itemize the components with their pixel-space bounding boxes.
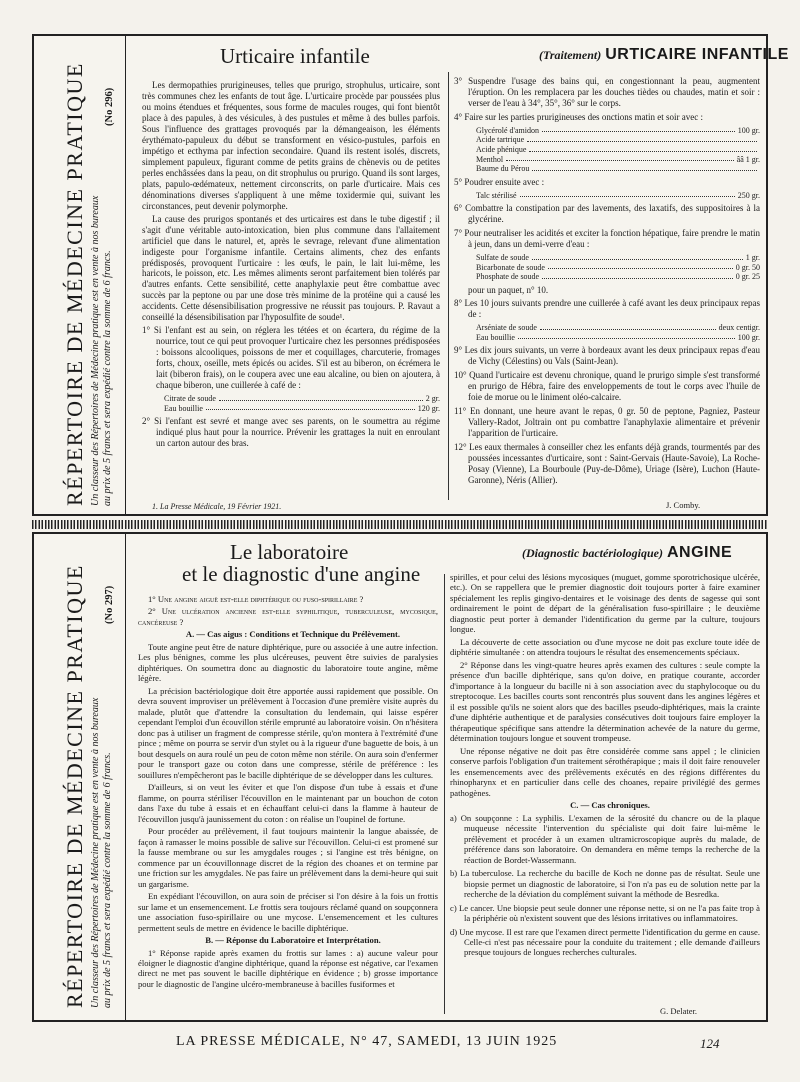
list-item: c) Le cancer. Une biopsie peut seule donner une réponse nette, si on ne l'a pas faite trop à la périphérie où n'existent souvent que des lésions irritatives ou inflammatoires. <box>450 902 760 924</box>
list-item: 2° Si l'enfant est sevré et mange avec ses parents, on le soumettra au régime indiqué plus haut pour la nourrice. Prévenir les grattages la nuit en enroulant un carton autour des bras. <box>142 416 440 449</box>
author-signature: G. Delater. <box>660 1006 698 1016</box>
rubric-subtitle: (Diagnostic bactériologique) <box>522 546 663 560</box>
left-column <box>138 594 438 991</box>
section-heading: B. — Réponse du Laboratoire et Interprétation. <box>205 935 381 946</box>
right-column <box>454 76 760 489</box>
footnote: 1. La Presse Médicale, 19 Février 1921. <box>152 502 282 511</box>
list-item: 10° Quand l'urticaire est devenu chronique, quand le prurigo simple s'est transformé en prurigo de Hébra, faire des enveloppements de tout le corps avec l'huile de foie de morue ou le liniment oléo-calcaire. <box>454 370 760 403</box>
formula-line: Acide phénique <box>476 145 760 155</box>
formula <box>454 253 760 282</box>
formula-line: Eau bouillie 120 gr. <box>164 403 440 413</box>
question: 1° Une angine aiguë est-elle diphtérique ou fuso-spirillaire ? <box>148 594 364 604</box>
formula-line: Menthol ââ 1 gr. <box>476 154 760 164</box>
page-number: 124 <box>700 1036 720 1051</box>
article-title-line-2: et le diagnostic d'une angine <box>182 562 421 586</box>
sidebar-title: RÉPERTOIRE DE MÉDECINE PRATIQUE <box>62 62 87 506</box>
formula-line: Eau bouillie 100 gr. <box>476 332 760 342</box>
list-item: 5° Poudrer ensuite avec : <box>454 176 545 187</box>
list-item: 12° Les eaux thermales à conseiller chez les enfants déjà grands, tourmentés par des poussées incessantes d'urticaire, sont : Saint-Gervais (Haute-Savoie), La Roche-Posay (Vienne), La Bourboule (Puy-de-Dôme), Uriage (Isère), Luchon (Haute-Garonne), Néris (Allier). <box>454 441 760 485</box>
paragraph: Pour procéder au prélèvement, il faut toujours maintenir la langue abaissée, de façon à ramasser le moins possible de salive sur l'écouvillon. Celui-ci est promené sur la fausse membrane ou sur les amygdales rouges ; si l'angine est très bénigne, on commence par un écouvillonnage discret de la région des choanes et on termine par une friction sur les amygdales. Ne pas faire un prélèvement dans la demi-heure qui suit un gargarisme. <box>138 826 438 889</box>
list-item: a) On soupçonne : La syphilis. L'examen de la sérosité du chancre ou de la plaque muqueuse nécessite l'intervention du spécialiste qui doit faire lui-même le prélèvement et procéder à un examen ultramicroscopique auprès du malade, de préférence dans son laboratoire. On demandera en même temps la recherche de la réaction de Bordet-Wassermann. <box>450 812 760 865</box>
section-separator <box>32 520 768 529</box>
rubric-heading: URTICAIRE INFANTILE <box>605 46 789 63</box>
formula <box>454 191 760 201</box>
formula-line: Arséniate de soude deux centigr. <box>476 322 760 332</box>
formula-line: Baume du Pérou <box>476 164 760 174</box>
sidebar-note-2: au prix de 5 francs et sera expédié contre la somme de 6 francs. <box>102 752 113 1008</box>
formula-line: Sulfate de soude 1 gr. <box>476 253 760 263</box>
paragraph: Toute angine peut être de nature diphtérique, pure ou associée à une autre infection. Les plus bénignes, comme les plus ulcéreuses, peuvent être suivies de paralysies diphtériques. On soumettra donc au diagnostic du laboratoire toute angine, même légère. <box>138 641 438 684</box>
paragraph: D'ailleurs, si on veut les éviter et que l'on dispose d'un tube à essais et d'une flamme, on pourra stériliser l'écouvillon en le maintenant par un bouchon de coton dans l'axe du tube à essais et en échauffant celui-ci dans la flamme à hauteur de l'écouvillon jusqu'à jaunissement du coton : on réalise un l'oupinel de fortune. <box>138 782 438 824</box>
article-rubric <box>522 544 732 562</box>
formula <box>454 323 760 342</box>
sidebar-repertoire <box>34 534 126 1020</box>
formula-note: pour un paquet, n° 10. <box>468 285 549 296</box>
paragraph: 1° Réponse rapide après examen du frottis sur lames : a) aucune valeur pour éloigner le diagnostic d'angine diphtérique, quand la réponse est négative, car l'examen direct ne met pas souvent le bacille diphtérique en évidence ; b) grosse importance pour le diagnostic de l'angine ulcéro-membraneuse à bacilles fusiformes et <box>138 947 438 989</box>
sidebar-note-1: Un classeur des Répertoires de Médecine pratique est en vente à nos bureaux <box>90 697 101 1008</box>
sidebar-repertoire <box>34 36 126 514</box>
formula-line: Glycérolé d'amidon 100 gr. <box>476 125 760 135</box>
article-rubric <box>539 46 789 64</box>
list-item: 4° Faire sur les parties prurigineuses des onctions matin et soir avec : <box>454 111 704 122</box>
article-title: Urticaire infantile <box>220 44 370 68</box>
paragraph: En expédiant l'écouvillon, on aura soin de préciser si l'on désire à la fois un frottis sur lame et un ensemencement. Le frottis sera toujours réclamé quand on soupçonnera une association fuso-spirillaire ou une mycose. L'ensemencement et les cultures permettent seuls de mettre en évidence le bacille diphtérique. <box>138 891 438 933</box>
formula-line: Acide tartrique <box>476 135 760 145</box>
list-item: 1° Si l'enfant est au sein, on réglera les tétées et on écartera, du régime de la nourrice, tout ce qui peut provoquer l'urticaire chez les personnes prédisposées : boissons alcooliques, poissons de mer et coquillages, charcuterie, fromages forts, choux, oseille, mets épicés ou acides. S'il est au biberon, on écrémera le lait (biberon frais), on le coupera avec une eau alcaline, ou bien on ajoutera, à chaque biberon, une cuillerée à café de : <box>142 325 440 391</box>
sidebar-title: RÉPERTOIRE DE MÉDECINE PRATIQUE <box>62 564 87 1008</box>
sidebar-note-1: Un classeur des Répertoires de Médecine pratique est en vente à nos bureaux <box>90 195 101 506</box>
sidebar-number: (No 296) <box>104 87 115 126</box>
author-signature: J. Comby. <box>666 500 701 510</box>
column-divider <box>448 72 449 500</box>
paragraph: La précision bactériologique doit être apportée aussi rapidement que possible. On devra souvent improviser un prélèvement à l'occasion d'une première visite auprès du malade, plutôt que d'attendre la consultation du lendemain, qui laisse espérer cependant l'emploi d'un écouvillon stérile emprunté au laboratoire voisin. On n'hésitera donc pas à utiliser un fragment de compresse stérile, qu'on montera à l'extrémité d'une pince ; même on pourra se servir d'un stylet ou à la rigueur d'une baguette de bois, à un bout desquels on aura roulé un peu de coton même non stérile. On aura soin d'enfermer pour le transport gaze ou coton dans une compresse, stérile de préférence : les souillures n'empêcheront pas le bacille diphtérique de se développer dans les cultures. <box>138 685 438 780</box>
paragraph: Une réponse négative ne doit pas être considérée comme sans appel ; le clinicien conserve parfois l'obligation d'un traitement sérothérapique ; mais il doit faire renouveler les ensemencements avec des prélèvements exécutés en des régions différentes du rhinopharynx et en particulier dans celle des choanes, repaire privilégié des germes pathogènes. <box>450 745 760 798</box>
formula-line: Citrate de soude 2 gr. <box>164 394 440 404</box>
right-column <box>450 572 760 961</box>
paragraph: La découverte de cette association ou d'une mycose ne doit pas exclure toute idée de diphtérie simultanée : on attendra toujours le résultat des ensemencements spéciaux. <box>450 636 760 658</box>
formula-line: Talc stérilisé 250 gr. <box>476 190 760 200</box>
article-urticaire <box>32 34 789 516</box>
paragraph: 2° Réponse dans les vingt-quatre heures après examen des cultures : seule compte la présence d'un bacille diphtérique, sans qu'on doive, en pratique courante, accorder d'importance à la longueur du bacille ni à son association avec du staphylocoque ou du streptocoque. Les bacilles courts sont rencontrés plus souvent dans les angines légères et il est possible qu'ils ne soient alors que des bacilles pseudo-diphtériques, mais la crainte d'une diphtérie authentique et de paralysies consécutives doit toujours faire employer la thérapeutique spécifique sans attendre la détermination achevée de la nature du germe, détermination toujours longue et souvent trompeuse. <box>450 659 760 744</box>
paragraph: La cause des prurigos spontanés et des urticaires est dans le tube digestif ; il s'agit d'une véritable auto-intoxication, bien plus commune dans l'allaitement artificiel que dans le naturel, et, après le sevrage, relevant d'une alimentation indigeste pour l'organisme infantile. Certains aliments, chez des enfants prédisposés, provoquent l'urticaire : les œufs, le pain, le lait lui-même, les haricots, le poisson, etc. Les mêmes aliments seront parfaitement bien tolérés par d'autres enfants. Cette sensibilité, cette anaphylaxie peut être combattue avec succès par la peptone ou par une dose très minime de la protéine qui a causé les accidents. Cette désensibilisation progressive ne réussit pas toujours. P. Ravaut a conseillé la désensibilisation par l'hyposulfite de soude¹. <box>142 213 440 323</box>
list-item: 11° En donnant, une heure avant le repas, 0 gr. 50 de peptone, Pagniez, Pasteur Vallery-Radot, Joltrain ont pu combattre l'anaphylaxie alimentaire et prévenir l'apparition de l'urticaire. <box>454 406 760 438</box>
formula-line: Phosphate de soude 0 gr. 25 <box>476 272 760 282</box>
paragraph: Les dermopathies prurigineuses, telles que prurigo, strophulus, urticaire, sont très communes chez les enfants de tout âge. L'urticaire procède par poussées plus ou moins étendues et fréquentes, sous forme de macules rouges, qui font bientôt place à des papules, à des vésicules, à des pustules et même à des bulles parfois. Sous l'influence des grattages provoqués par la démangeaison, les éléments érythémato-papuleux du début se transforment en vésico-pustules, parfois en impétigo et ecthyma par infection secondaire. Quand ils restent isolés, discrets, simplement papuleux, figurant comme de petits grains de chènevis ou de petites perles enchâssées dans la peau, on dit strophulus ou prurigo. Quand ils sont larges, plats, papulo-œdémateux, nettement circonscrits, on parle d'urticaire. Mais ces dénominations diverses s'appliquent à une même toxidermie qui, suivant les circonstances, peut devenir polymorphe. <box>142 80 440 211</box>
list-item: b) La tuberculose. La recherche du bacille de Koch ne donne pas de résultat. Seule une biopsie permet un diagnostic de laboratoire, si l'on n'a pas eu de solution nette par la recherche de la déviation du complément suivant la méthode de Besredka. <box>450 868 760 900</box>
rubric-heading: ANGINE <box>667 544 733 561</box>
rubric-subtitle: (Traitement) <box>539 48 602 62</box>
left-column <box>142 80 440 452</box>
formula-line: Bicarbonate de soude 0 gr. 50 <box>476 262 760 272</box>
page-footer: LA PRESSE MÉDICALE, N° 47, SAMEDI, 13 JUIN 1925 <box>176 1034 558 1049</box>
sidebar-note-2: au prix de 5 francs et sera expédié contre la somme de 6 francs. <box>102 250 113 506</box>
list-item: 9° Les dix jours suivants, un verre à bordeaux avant les deux principaux repas d'eau de Vichy (Célestins) ou Vals (Saint-Jean). <box>454 345 760 367</box>
sidebar-number: (No 297) <box>104 585 115 624</box>
section-heading: A. — Cas aigus : Conditions et Technique du Prélèvement. <box>185 629 401 640</box>
list-item: 7° Pour neutraliser les acidités et exciter la fonction hépatique, faire prendre le matin à jeun, dans un demi-verre d'eau : <box>454 228 760 250</box>
question: 2° Une ulcération ancienne est-elle syphilitique, tuberculeuse, mycosique, cancéreuse ? <box>138 606 438 627</box>
paragraph: spirilles, et pour celui des lésions mycosiques (muguet, gomme sporotrichosique ulcérée, etc.). On se rappellera que le premier diagnostic doit toujours porter à faire examiner spécialement les replis gingivo-dentaires et le voisinage des dents de sagesse qui sont ordinairement le point de départ de la généralisation fuso-spirillaire ; le deuxième diagnostic peut porter à demander l'identification du germe par la culture, toujours longue. <box>450 572 760 635</box>
article-title: Le laboratoire <box>230 540 349 564</box>
list-item: d) Une mycose. Il est rare que l'examen direct permette l'identification du germe en cause. Celle-ci n'est pas nécessaire pour la conduite du traitement ; elle demande d'ailleurs presque toujours de longues recherches culturales. <box>450 926 760 958</box>
formula <box>454 126 760 174</box>
column-divider <box>444 574 445 1014</box>
list-item: 6° Combattre la constipation par des lavements, des laxatifs, des suppositoires à la glycérine. <box>454 203 760 225</box>
formula <box>142 394 440 413</box>
list-item: 3° Suspendre l'usage des bains qui, en congestionnant la peau, augmentent l'éruption. On les remplacera par les douches tièdes ou chaudes, matin et soir : verser de l'eau à 34°, 35°, 36° sur le corps. <box>454 76 760 108</box>
list-item: 8° Les 10 jours suivants prendre une cuillerée à café avant les deux principaux repas de : <box>454 298 760 319</box>
section-heading: C. — Cas chroniques. <box>570 800 650 811</box>
article-angine <box>32 532 768 1022</box>
